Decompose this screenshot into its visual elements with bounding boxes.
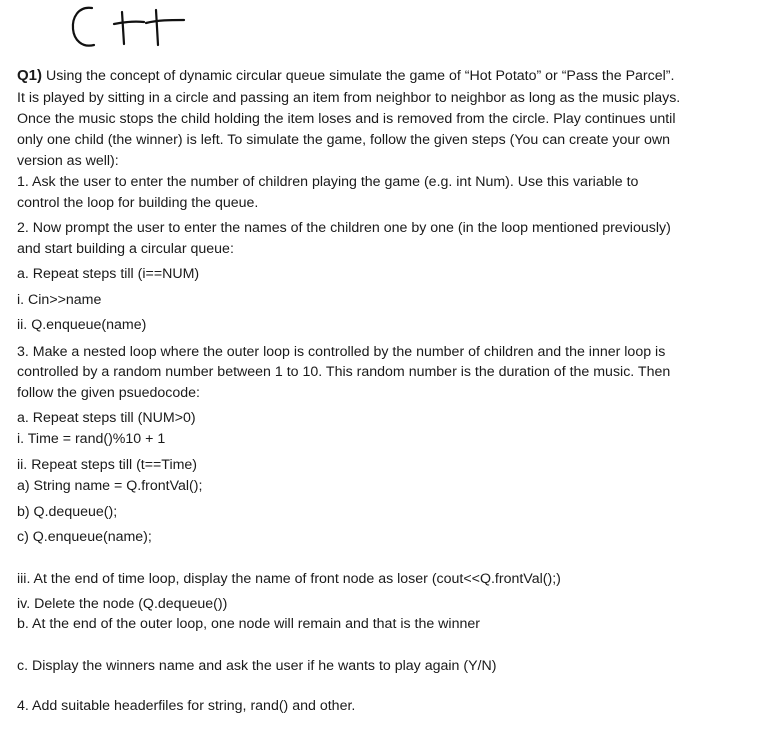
step-2-line: and start building a circular queue: [17, 241, 234, 257]
step-3-substep: a. Repeat steps till (NUM>0) [17, 410, 196, 426]
intro-line: Q1) Using the concept of dynamic circular queue simulate the game of “Hot Potato” or “Pass the Parcel”. [17, 67, 675, 84]
step-3-c-line: c. Display the winners name and ask the user if he wants to play again (Y/N) [17, 658, 497, 674]
handwritten-cpp-title [64, 2, 204, 54]
step-3-substep: a) String name = Q.frontVal(); [17, 478, 203, 494]
intro-line: only one child (the winner) is left. To simulate the game, follow the given steps (You can create your own [17, 132, 670, 148]
step-3-line: controlled by a random number between 1 to 10. This random number is the duration of the music. Then [17, 364, 671, 380]
step-3-end-line: iv. Delete the node (Q.dequeue()) [17, 596, 228, 612]
step-3-end-line: iii. At the end of time loop, display the name of front node as loser (cout<<Q.frontVal();) [17, 571, 561, 587]
step-3-line: 3. Make a nested loop where the outer loop is controlled by the number of children and the inner loop is [17, 344, 666, 360]
step-3-substep: i. Time = rand()%10 + 1 [17, 431, 166, 447]
step-3-substep: b) Q.dequeue(); [17, 504, 118, 520]
step-4-line: 4. Add suitable headerfiles for string, rand() and other. [17, 698, 356, 714]
step-2-line: 2. Now prompt the user to enter the names of the children one by one (in the loop mentioned previously) [17, 220, 671, 236]
step-3-substep: ii. Repeat steps till (t==Time) [17, 457, 198, 473]
step-3-substep: c) Q.enqueue(name); [17, 529, 152, 545]
intro-line: Once the music stops the child holding the item loses and is removed from the circle. Play continues until [17, 111, 676, 127]
intro-line: version as well): [17, 153, 119, 169]
step-3-line: follow the given psuedocode: [17, 385, 200, 401]
step-2-substep: a. Repeat steps till (i==NUM) [17, 266, 200, 282]
intro-line: It is played by sitting in a circle and passing an item from neighbor to neighbor as long as the music plays. [17, 90, 681, 106]
step-2-substep: ii. Q.enqueue(name) [17, 317, 147, 333]
question-label: Q1) [17, 67, 43, 84]
step-2-substep: i. Cin>>name [17, 292, 102, 308]
step-1-line: control the loop for building the queue. [17, 195, 259, 211]
step-3-end-line: b. At the end of the outer loop, one node will remain and that is the winner [17, 616, 480, 632]
step-1-line: 1. Ask the user to enter the number of children playing the game (e.g. int Num). Use this variable to [17, 174, 639, 190]
